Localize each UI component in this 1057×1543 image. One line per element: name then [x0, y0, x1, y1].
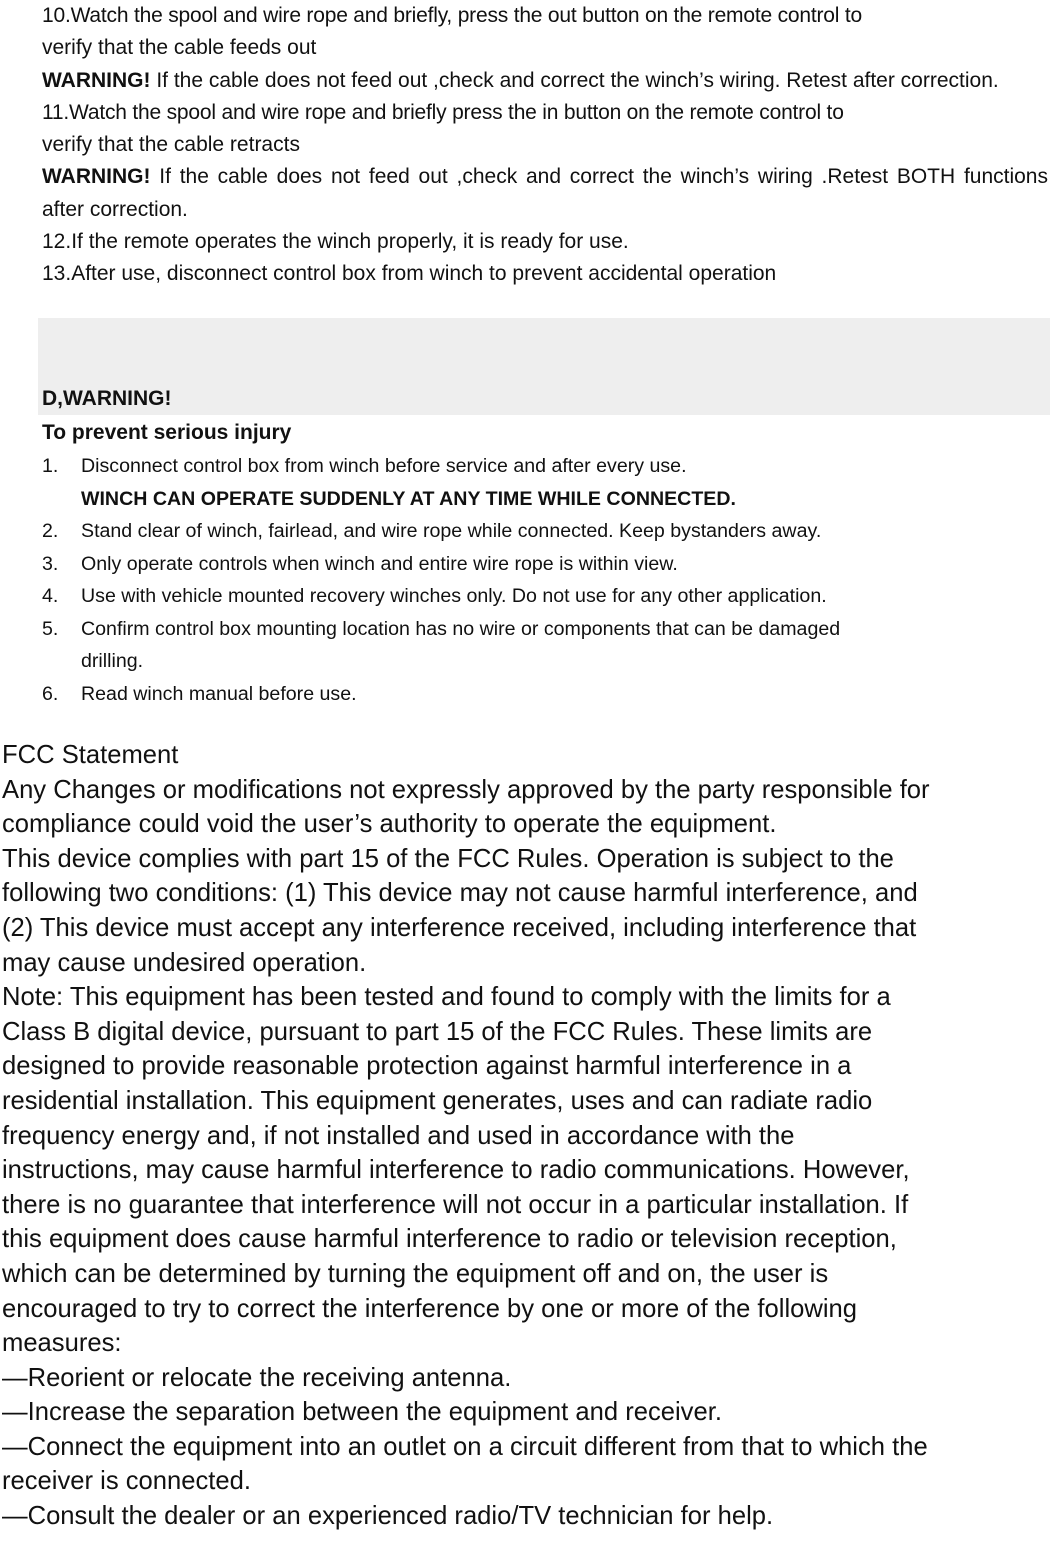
step-10-line-2: verify that the cable feeds out [42, 36, 317, 60]
list-item-text: Use with vehicle mounted recovery winches only. Do not use for any other application. [81, 585, 827, 607]
list-item-number: 4. [42, 585, 59, 607]
fcc-line: instructions, may cause harmful interference to radio communications. However, [2, 1156, 910, 1185]
list-item [42, 515, 1052, 548]
fcc-line: compliance could void the user’s authority to operate the equipment. [2, 810, 777, 839]
list-item [42, 580, 1052, 613]
step-13: 13.After use, disconnect control box from winch to prevent accidental operation [42, 262, 777, 286]
list-item-text: Stand clear of winch, fairlead, and wire rope while connected. Keep bystanders away. [81, 520, 822, 542]
fcc-line: measures: [2, 1329, 122, 1358]
list-item-text: Read winch manual before use. [81, 682, 357, 705]
fcc-line: frequency energy and, if not installed and used in accordance with the [2, 1121, 795, 1150]
list-item-number: 3. [42, 552, 59, 575]
warning-text: If the cable does not feed out ,check and correct the winch’s wiring .Retest BOTH functions after correction. [42, 165, 1048, 221]
fcc-heading: FCC Statement [2, 741, 179, 769]
fcc-line: (2) This device must accept any interference received, including interference that [2, 913, 917, 942]
fcc-line: there is no guarantee that interference will not occur in a particular installation. If [2, 1190, 909, 1219]
list-item-number: 2. [42, 520, 59, 542]
step-12: 12.If the remote operates the winch properly, it is ready for use. [42, 230, 629, 254]
step-10-line-1: 10.Watch the spool and wire rope and briefly, press the out button on the remote control to [42, 4, 862, 27]
list-item-number: 6. [42, 682, 59, 705]
fcc-measure: —Consult the dealer or an experienced radio/TV technician for help. [2, 1502, 774, 1531]
step-11-warning [42, 161, 1048, 226]
fcc-measure: —Connect the equipment into an outlet on a circuit different from that to which the [2, 1432, 928, 1461]
list-item-number: 1. [42, 455, 59, 477]
fcc-line: designed to provide reasonable protection against harmful interference in a [2, 1052, 852, 1081]
fcc-line: residential installation. This equipment generates, uses and can radiate radio [2, 1086, 873, 1115]
list-item-text: Only operate controls when winch and entire wire rope is within view. [81, 552, 678, 575]
list-item [42, 450, 1052, 515]
fcc-line: which can be determined by turning the equipment off and on, the user is [2, 1259, 829, 1288]
warning-text: If the cable does not feed out ,check and correct the winch’s wiring. Retest after correction. [150, 68, 999, 92]
list-item-text-continued: drilling. [81, 650, 144, 672]
list-item-number: 5. [42, 617, 59, 640]
fcc-line: Class B digital device, pursuant to part 15 of the FCC Rules. These limits are [2, 1017, 873, 1046]
step-11-line-1: 11.Watch the spool and wire rope and briefly press the in button on the remote control to [42, 100, 844, 124]
fcc-line: receiver is connected. [2, 1467, 251, 1496]
fcc-line: following two conditions: (1) This device may not cause harmful interference, and [2, 879, 918, 908]
fcc-line: encouraged to try to correct the interference by one or more of the following [2, 1294, 858, 1323]
warning-subtitle: To prevent serious injury [42, 421, 292, 444]
fcc-line: This device complies with part 15 of the FCC Rules. Operation is subject to the [2, 844, 894, 873]
list-item-emphasis: WINCH CAN OPERATE SUDDENLY AT ANY TIME WHILE CONNECTED. [81, 487, 736, 510]
fcc-statement [2, 738, 1057, 1534]
warning-list [42, 450, 1052, 710]
warning-label: WARNING! [42, 165, 151, 189]
fcc-measure: —Reorient or relocate the receiving antenna. [2, 1363, 512, 1392]
fcc-measure: —Increase the separation between the equipment and receiver. [2, 1398, 722, 1427]
fcc-line: this equipment does cause harmful interference to radio or television reception, [2, 1225, 897, 1254]
list-item [42, 548, 1052, 581]
list-item-text: Disconnect control box from winch before service and after every use. [81, 455, 687, 477]
step-11-line-2: verify that the cable retracts [42, 133, 300, 157]
list-item [42, 613, 1052, 678]
fcc-line: may cause undesired operation. [2, 948, 367, 977]
warning-banner [38, 318, 1050, 415]
list-item-text: Confirm control box mounting location has no wire or components that can be damaged [81, 617, 841, 640]
warning-title: D,WARNING! [42, 387, 172, 410]
fcc-line: Any Changes or modifications not expressly approved by the party responsible for [2, 775, 930, 804]
fcc-line: Note: This equipment has been tested and found to comply with the limits for a [2, 983, 891, 1012]
step-10-warning [42, 65, 1048, 97]
warning-label: WARNING! [42, 68, 151, 92]
instruction-steps [42, 0, 1048, 291]
list-item [42, 678, 1052, 711]
